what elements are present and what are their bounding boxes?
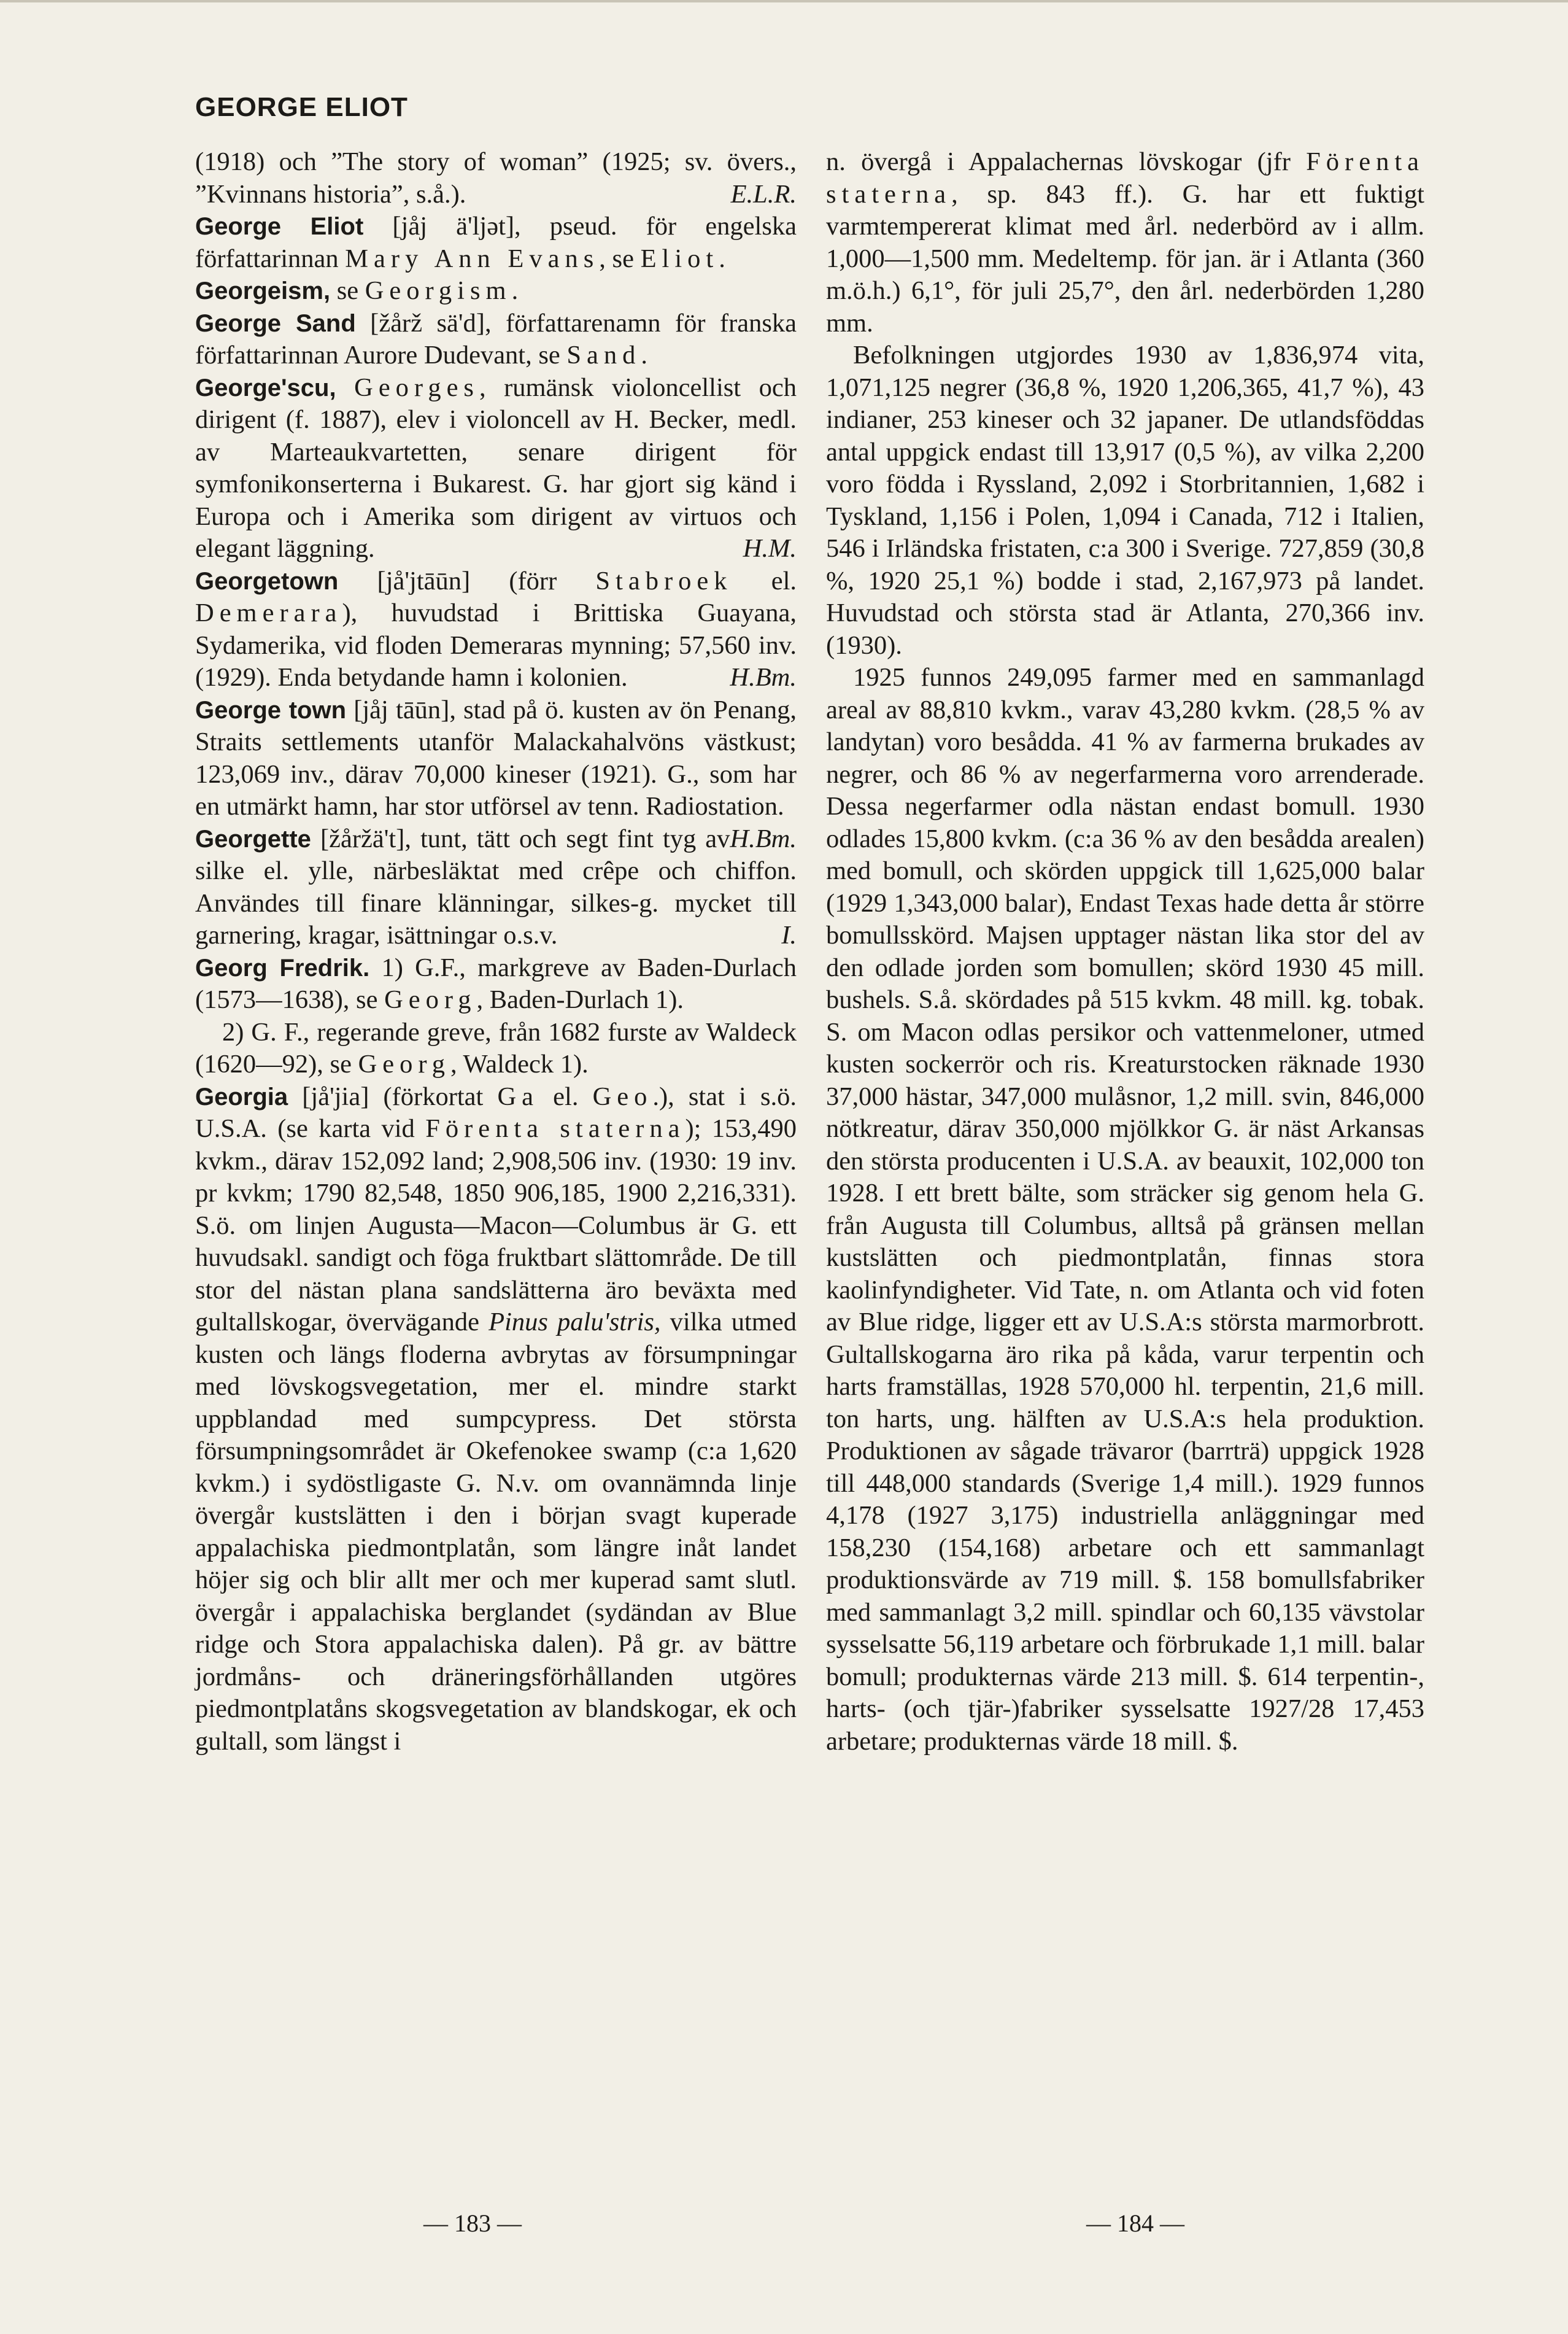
entry-georgescu: George'scu, Georges, rumänsk violoncellist och dirigent (f. 1887), elev i violoncell av H. Becker, medl. av Marteaukvartetten, senare dirigent för symfonikonserterna i Bukarest. G. har gjort sig känd i Europa och i Amerika som dirigent av virtuos och elegant läggning. H.M. — [195, 372, 797, 565]
headword: George Eliot — [195, 213, 364, 240]
headword: Georgeism, — [195, 277, 331, 304]
top-edge — [0, 0, 1568, 2]
page-number-right: — 184 — — [1086, 2209, 1184, 2237]
signature: I. — [781, 921, 797, 950]
headword: George town — [195, 696, 347, 724]
entry-georgeism: Georgeism, se Georgism. — [195, 276, 519, 305]
headword: Georgia — [195, 1083, 288, 1111]
page-number-left: — 183 — — [423, 2209, 522, 2237]
signature: H.M. — [743, 534, 797, 563]
entry-georg-fredrik: Georg Fredrik. 1) G.F., markgreve av Baden-Durlach (1573—1638), se Georg, Baden-Durlach 1). — [195, 953, 797, 1014]
signature: H.Bm. — [730, 663, 797, 692]
entry-continuation: (1918) och ”The story of woman” (1925; sv. övers., ”Kvinnans historia”, s.å.). E.L.R. — [195, 146, 797, 211]
entry-georgette: Georgette [žåržä't], tunt, tätt och segt fint tyg av silke el. ylle, närbesläktat med crêpe och chiffon. Användes till finare klänningar, silkes-g. mycket till garnering, kragar, isättningar o.s.v. I. — [195, 823, 797, 952]
entry-george-sand: George Sand [žårž sä'd], författarenamn för franska författarinnan Aurore Dudevant, se Sand. — [195, 308, 797, 370]
headword: George Sand — [195, 309, 356, 337]
georgia-population: Befolkningen utgjordes 1930 av 1,836,974 vita, 1,071,125 negrer (36,8 %, 1920 1,206,365, 41,7 %), 43 indianer, 253 kineser och 32 japaner. De utlandsföddas antal uppgick endast till 13,917 (0,5 %), av vilka 2,200 voro födda i Ryssland, 2,092 i Storbritannien, 1,682 i Tyskland, 1,156 i Polen, 1,094 i Canada, 712 i Italien, 546 i Irländska fristaten, c:a 300 i Sverige. 727,859 (30,8 %, 1920 25,1 %) bodde i stad, 2,167,973 på landet. Huvudstad och största stad är Atlanta, 270,366 inv. (1930). — [826, 341, 1424, 660]
signature: E.L.R. — [730, 179, 797, 209]
left-column — [195, 146, 797, 1758]
georgia-economy: 1925 funnos 249,095 farmer med en sammanlagd areal av 88,810 kvkm., varav 43,280 kvkm. (28,5 % av landytan) voro besådda. 41 % av farmerna brukades av negrer, och 86 % av negerfarmerna voro arrenderade. Dessa negerfarmer odla nästan endast bomull. 1930 odlades 15,800 kvkm. (c:a 36 % av den besådda arealen) med bomull, och skörden uppgick till 1,625,000 balar (1929 1,343,000 balar), Endast Texas hade detta år större bomullsskörd. Majsen upptager nästan lika stor del av den odlade jorden som bomullen; skörd 1930 45 mill. bushels. S.å. skördades på 515 kvkm. 48 mill. kg. tobak. S. om Macon odlas persikor och vattenmeloner, utmed kusten sockerrör och ris. Kreaturstocken räknade 1930 37,000 hästar, 347,000 mulåsnor, 1,2 mill. svin, 846,000 nötkreatur, därav 350,000 mjölkkor G. är näst Arkansas den största producenten i U.S.A. av beauxit, 102,000 ton 1928. I ett brett bälte, som sträcker sig genom hela G. från Augusta till Columbus, alltså på gränsen mellan kustslätten och piedmontplatån, finnas stora kaolinfyndigheter. Vid Tate, n. om Atlanta och vid foten av Blue ridge, ligger ett av U.S.A:s största marmorbrott. Gultallskogarna äro rika på kåda, varur terpentin och harts framställas, 1928 570,000 hl. terpentin, 21,6 mill. ton harts, ung. hälften av U.S.A:s hela produktion. Produktionen av sågade trävaror (barrträ) uppgick 1928 till 448,000 standards (Sverige 1,4 mill.). 1929 funnos 4,178 (1927 3,175) industriella anläggningar med 158,230 (154,168) arbetare och ett sammanlagt produktionsvärde av 719 mill. $. 158 bomullsfabriker med sammanlagt 3,2 mill. spindlar och 60,135 vävstolar sysselsatte 56,119 arbetare och förbrukade 1,1 mill. balar bomull; produkternas värde 213 mill. $. 614 terpentin-, harts- (och tjär-)fabriker sysselsatte 1927/28 17,453 arbetare; produkternas värde 18 mill. $. — [826, 663, 1424, 1756]
headword: Georgetown — [195, 567, 339, 595]
signature: H.Bm. — [730, 824, 797, 853]
headword: Georg Fredrik. — [195, 954, 370, 982]
right-column — [826, 146, 1424, 1758]
entry-george-town: George town [jåj tāūn], stad på ö. kusten av ön Penang, Straits settlements utanför Malackahalvöns västkust; 123,069 inv., därav 70,000 kineser (1921). G., som har en utmärkt hamn, har stor utförsel av tenn. Radiostation. H.Bm. — [195, 694, 797, 823]
entry-george-eliot: George Eliot [jåj ä'ljət], pseud. för engelska författarinnan Mary Ann Evans, se Eliot. — [195, 212, 797, 273]
entry-georgetown: Georgetown [jå'jtāūn] (förr Stabroek el. Demerara), huvudstad i Brittiska Guayana, Sydamerika, vid floden Demeraras mynning; 57,560 inv. (1929). Enda betydande hamn i kolonien. H.Bm. — [195, 565, 797, 694]
entry-georg-fredrik-2: 2) G. F., regerande greve, från 1682 furste av Waldeck (1620—92), se Georg, Waldeck 1). — [195, 1017, 797, 1079]
running-head: GEORGE ELIOT — [195, 92, 408, 122]
headword: Georgette — [195, 825, 311, 853]
entry-georgia: Georgia [jå'jia] (förkortat Ga el. Geo.), stat i s.ö. U.S.A. (se karta vid Förenta staterna); 153,490 kvkm., därav 152,092 land; 2,908,506 inv. (1930: 19 inv. pr kvkm; 1790 82,548, 1850 906,185, 1900 2,216,331). S.ö. om linjen Augusta—Macon—Columbus är G. ett huvudsakl. sandigt och föga fruktbart slättområde. De till stor del nästan plana sandslätterna äro beväxta med gultallskogar, övervägande Pinus palu'stris, vilka utmed kusten och längs floderna avbrytas av försumpningar med lövskogsvegetation, mer el. mindre starkt uppblandad med sumpcypress. Det största försumpningsområdet är Okefenokee swamp (c:a 1,620 kvkm.) i sydöstligaste G. N.v. om ovannämnda linje övergår kustslätten i den i början svagt kuperade appalachiska piedmontplatån, som längre inåt landet höjer sig och blir allt mer och mer kuperad samt slutl. övergår i appalachiska berglandet (sydändan av Blue ridge och Stora appalachiska dalen). På gr. av bättre jordmåns- och dräneringsförhållanden utgöres piedmontplatåns skogsvegetation av blandskogar, ek och gultall, som längst i — [195, 1082, 797, 1756]
headword: George'scu, — [195, 374, 336, 401]
georgia-continuation: n. övergå i Appalachernas lövskogar (jfr Förenta staterna, sp. 843 ff.). G. har ett fuktigt varmtempererat klimat med årl. nederbörd av i allm. 1,000—1,500 mm. Medeltemp. för jan. är i Atlanta (360 m.ö.h.) 6,1°, för juli 25,7°, den årl. nederbörden 1,280 mm. — [826, 147, 1424, 338]
